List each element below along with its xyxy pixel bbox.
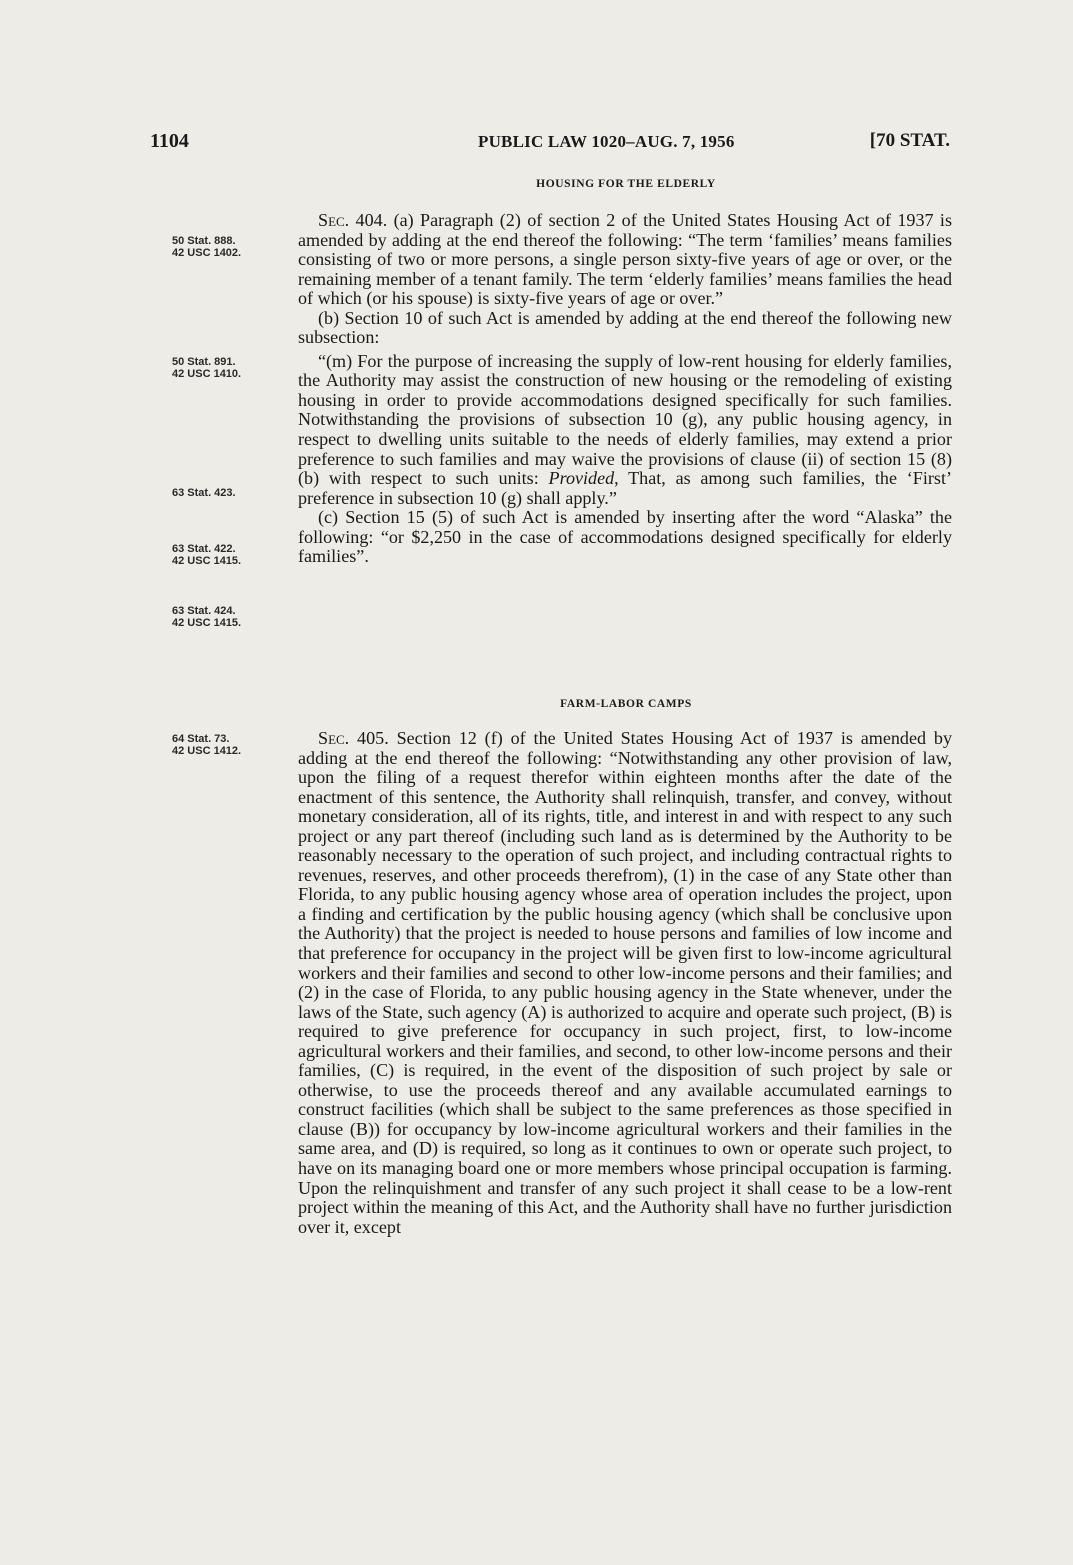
section-label: Sec. 404. [318,210,388,230]
margin-note-line: 42 USC 1412. [172,745,242,757]
paragraph-text: (b) Section 10 of such Act is amended by adding at the end thereof the following new subsection: [298,307,952,348]
statute-volume: [70 STAT. [869,130,950,151]
margin-note-line: 50 Stat. 888. [172,235,236,247]
margin-note-line: 42 USC 1402. [172,247,242,259]
section-label: Sec. 405. [318,728,389,748]
margin-note-line: 42 USC 1410. [172,368,242,380]
margin-note-line: 63 Stat. 424. [172,605,236,617]
margin-note-line: 42 USC 1415. [172,555,242,567]
paragraph [298,309,952,348]
page-number: 1104 [150,130,189,152]
margin-note [172,235,241,259]
paragraph [298,508,952,567]
page-header [150,130,950,160]
margin-note [172,605,241,629]
section-404-text [298,211,952,567]
paragraph [298,211,952,309]
section-heading-farm: FARM-LABOR CAMPS [560,698,692,710]
margin-note-line: 64 Stat. 73. [172,733,230,745]
section-heading-housing: HOUSING FOR THE ELDERLY [536,178,716,190]
margin-note [172,543,241,567]
margin-note [172,733,241,757]
paragraph [298,352,952,508]
paragraph [298,729,952,1237]
section-405-text [298,729,952,1237]
margin-note-line: 63 Stat. 422. [172,543,236,555]
margin-note [172,356,241,380]
paragraph-text: Section 12 (f) of the United States Housing Act of 1937 is amended by adding at the end thereof the following: “Notwithstanding any other provision of law, upon the filing of a request therefor within eighteen months after the date of the enactment of this sentence, the Authority shall relinquish, transfer, and convey, without monetary consideration, all of its rights, title, and interest in and with respect to any such project or any part thereof (including such land as is determined by the Authority to be reasonably necessary to the operation of such project, and including contractual rights to revenues, reserves, and other proceeds therefrom), (1) in the case of any State other than Florida, to any public housing agency whose area of operation includes the project, upon a finding and certification by the public housing agency (which shall be conclusive upon the Authority) that the project is needed to house persons and families of low income and that preference for occupancy in the project will be given first to low-income agricultural workers and their families and second to other low-income persons and their families; and (2) in the case of Florida, to any public housing agency in the State whenever, under the laws of the State, such agency (A) is authorized to acquire and operate such project, (B) is required to give preference for occupancy in such project, first, to low-income agricultural workers and their families, and second, to other low-income persons and their families, (C) is required, in the event of the disposition of such project by sale or otherwise, to use the proceeds thereof and any available accumulated earnings to construct facilities (which shall be subject to the same preferences as those specified in clause (B)) for occupancy by low-income agricultural workers and their families in the same area, and (D) is required, so long as it continues to own or operate such project, to have on its managing board one or more members whose principal occupation is farming. Upon the relinquishment and transfer of any such project it shall cease to be a low-rent project within the meaning of this Act, and the Authority shall have no further jurisdiction over it, except [298,728,953,1237]
margin-note-line: 42 USC 1415. [172,617,242,629]
paragraph-text: , That, as among such families, the ‘First’ preference in subsection 10 (g) shall apply.” [298,468,952,508]
margin-note-line: 50 Stat. 891. [172,356,236,368]
paragraph-text: “(m) For the purpose of increasing the supply of low-rent housing for elderly families, the Authority may assist the construction of new housing or the remodeling of existing housing in order to provide accommodations designed specifically for such families. Notwithstanding the provisions of subsection 10 (g), any public housing agency, in respect to dwelling units suitable to the needs of elderly families, may extend a prior preference to such families and may waive the provisions of clause (ii) of section 15 (8) (b) with respect to such units: [298,350,952,489]
paragraph-text: (a) Paragraph (2) of section 2 of the United States Housing Act of 1937 is amended by adding at the end thereof the following: “The term ‘families’ means families consisting of two or more persons, a single person sixty-five years of age or over, or the remaining member of a tenant family. The term ‘elderly families’ means families the head of which (or his spouse) is sixty-five years of age or over.” [298,210,952,309]
margin-note [172,487,236,499]
provided-italic: Provided [548,468,615,489]
paragraph-text: (c) Section 15 (5) of such Act is amended by inserting after the word “Alaska” the following: “or $2,250 in the case of accommodations designed specifically for elderly families”. [298,507,952,567]
running-title: PUBLIC LAW 1020–AUG. 7, 1956 [478,132,735,151]
margin-note-line: 63 Stat. 423. [172,487,236,499]
